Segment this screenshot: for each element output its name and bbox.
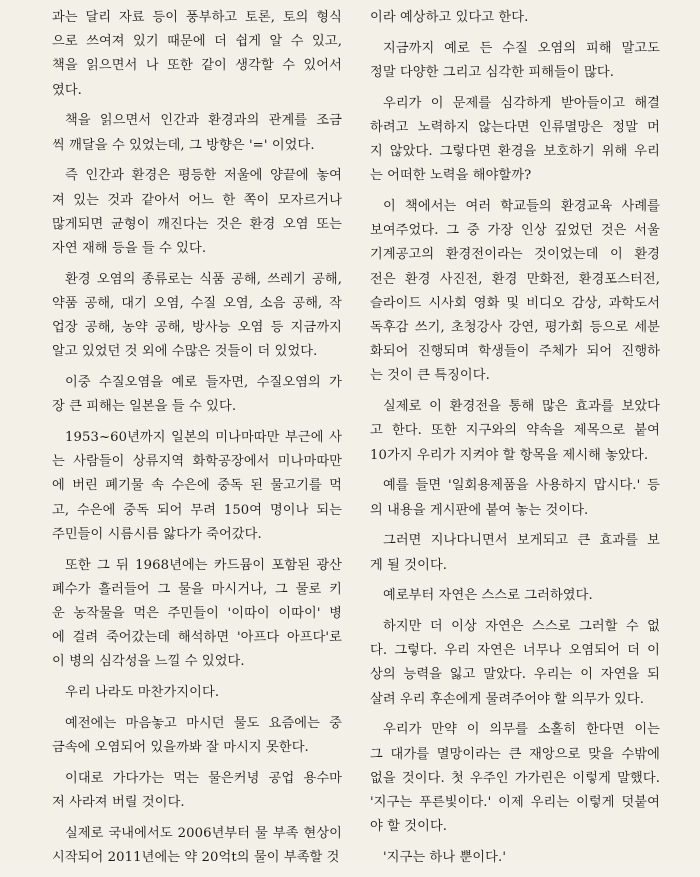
text-line: 으로 쓰여져 있기 때문에 더 쉽게 알 수 있고,: [52, 34, 342, 50]
paragraph: [370, 615, 660, 712]
paragraph: [52, 426, 342, 547]
text-line: 약품 공해, 대기 오염, 수질 오염, 소음 공해, 작: [52, 295, 342, 311]
text-line: 1953~60년까지 일본의 미나마따만 부근에 사: [65, 429, 342, 445]
paragraph: [52, 6, 342, 103]
text-line: 알고 있었던 것 외에 수많은 것들이 더 있었다.: [52, 344, 318, 360]
paragraph: [370, 718, 660, 839]
text-line: 야 할 것이다.: [370, 819, 448, 835]
text-line: 금속에 오염되어 있을까봐 잘 마시지 못한다.: [52, 740, 309, 755]
text-line: 보여주었다. 그 중 가장 인상 깊었던 것은 서울: [370, 223, 660, 239]
paragraph: [52, 164, 342, 261]
text-line: 상의 능력을 잃고 말았다. 우리는 이 자연을 되: [370, 667, 660, 683]
text-line: 이중 수질오염을 예로 들자면, 수질오염의 가: [65, 375, 342, 390]
text-line: 이라 예상하고 있다고 한다.: [370, 10, 529, 25]
text-line: 폐수가 흘러들어 그 물을 마시거나, 그 물로 키: [52, 581, 342, 597]
text-line: 전은 환경 사진전, 환경 만화전, 환경포스터전,: [370, 271, 660, 287]
paragraph: [52, 371, 342, 419]
paragraph: [370, 6, 660, 30]
text-line: 또한 그 뒤 1968년에는 카드뮴이 포함된 광산: [65, 557, 342, 573]
text-line: 화되어 진행되며 학생들이 주체가 되어 진행하: [370, 344, 660, 360]
text-line: 이 병의 심각성을 느낄 수 있었다.: [52, 654, 245, 670]
paragraph: [370, 395, 660, 468]
text-line: '지구는 푸른빛이다.' 이제 우리는 이렇게 덧붙여: [370, 794, 660, 810]
text-line: 씩 깨달을 수 있었는데, 그 방향은 '=' 이었다.: [52, 137, 315, 153]
text-line: 에 버린 폐기물 속 수은에 중독 된 물고기를 먹: [52, 478, 342, 494]
paragraph: [370, 195, 660, 389]
text-line: 이 책에서는 여러 학교들의 환경교육 사례를: [383, 199, 660, 215]
paragraph: [370, 37, 660, 85]
paragraph: [52, 109, 342, 157]
text-line: 실제로 국내에서도 2006년부터 물 부족 현상이: [65, 825, 342, 841]
text-line: 예전에는 마음놓고 마시던 물도 요즘에는 중: [65, 715, 342, 731]
text-line: 10가지 우리가 지켜야 할 항목을 제시해 놓았다.: [370, 447, 649, 463]
text-line: 우리가 만약 이 의무를 소홀히 한다면 이는: [383, 722, 660, 738]
text-line: 자연 재해 등을 들 수 있다.: [52, 240, 207, 256]
right-text-column: [370, 6, 660, 877]
paragraph: [52, 681, 342, 705]
paragraph: [52, 268, 342, 365]
paragraph: [52, 822, 342, 870]
paragraph: [52, 712, 342, 760]
text-line: 주민들이 시름시름 앓다가 죽어갔다.: [52, 526, 262, 542]
text-line: 에 걸려 죽어갔는데 해석하면 '아프다 아프다'로: [52, 630, 342, 646]
text-line: 였다.: [52, 82, 82, 98]
text-line: 게 될 것이다.: [370, 557, 448, 573]
text-line: 저 사라져 버릴 것이다.: [52, 794, 185, 810]
paragraph: [370, 474, 660, 522]
text-line: 정말 다양한 그리고 심각한 피해들이 많다.: [370, 64, 615, 80]
text-line: 업장 공해, 농약 공해, 방사능 오염 등 지금까지: [52, 320, 342, 336]
paragraph: [370, 846, 660, 870]
text-line: 하지만 더 이상 자연은 스스로 그러할 수 없: [383, 619, 660, 635]
text-line: 는 어떠한 노력을 해야할까?: [370, 168, 532, 184]
text-line: 책을 읽으면서 인간과 환경과의 관계를 조금: [65, 113, 342, 129]
paragraph: [370, 92, 660, 189]
paragraph: [52, 554, 342, 675]
text-line: 없을 것이다. 첫 우주인 가가린은 이렇게 말했다.: [370, 770, 660, 786]
text-line: 슬라이드 시사회 영화 및 비디오 감상, 과학도서: [370, 295, 660, 311]
left-text-column: [52, 6, 342, 877]
text-line: 운 농작물을 먹은 주민들이 '이따이 이따이' 병: [52, 605, 342, 621]
text-line: 독후감 쓰기, 초청강사 강연, 평가회 등으로 세분: [370, 320, 660, 336]
paragraph: [52, 767, 342, 815]
text-line: 하려고 노력하지 않는다면 인류멸망은 정말 머: [370, 119, 660, 135]
text-line: 고, 수은에 중독 되어 무려 150여 명이나 되는: [52, 502, 342, 518]
text-line: 다. 그렇다. 우리 자연은 너무나 오염되어 더 이: [370, 643, 660, 659]
text-line: '지구는 하나 뿐이다.': [383, 849, 507, 865]
text-line: 의 내용을 게시판에 붙여 놓는 것이다.: [370, 502, 589, 518]
text-line: 과는 달리 자료 등이 풍부하고 토론, 토의 형식: [52, 10, 342, 25]
text-line: 살려 우리 후손에게 물려주어야 할 의무가 있다.: [370, 691, 644, 707]
text-line: 실제로 이 환경전을 통해 많은 효과를 보았다: [383, 399, 660, 415]
text-line: 예를 들면 '일회용제품을 사용하지 맙시다.' 등: [383, 478, 660, 494]
text-line: 환경 오염의 종류로는 식품 공해, 쓰레기 공해,: [65, 271, 342, 287]
paragraph: [370, 529, 660, 577]
text-line: 는 사람들이 상류지역 화학공장에서 미나마따만: [52, 454, 342, 470]
text-line: 장 큰 피해는 일본을 들 수 있다.: [52, 399, 237, 415]
text-line: 그 대가를 멸망이라는 큰 재앙으로 맞을 수밖에: [370, 746, 660, 762]
text-line: 많게되면 균형이 깨진다는 것은 환경 오염 또는: [52, 216, 342, 232]
text-line: 는 것이 큰 특징이다.: [370, 368, 490, 384]
text-line: 우리가 이 문제를 심각하게 받아들이고 해결: [383, 95, 660, 111]
text-line: 예로부터 자연은 스스로 그러하였다.: [383, 588, 593, 604]
text-line: 기계공고의 환경전이라는 것이었는데 이 환경: [370, 247, 660, 263]
text-line: 지금까지 예로 든 수질 오염의 피해 말고도: [383, 40, 660, 56]
text-line: 이대로 가다가는 먹는 물은커녕 공업 용수마: [65, 770, 342, 786]
text-line: 지 않았다. 그렇다면 환경을 보호하기 위해 우리: [370, 144, 660, 160]
paragraph: [370, 584, 660, 608]
text-line: 그러면 지나다니면서 보게되고 큰 효과를 보: [383, 533, 660, 549]
text-line: 책을 읽으면서 나 또한 같이 생각할 수 있어서: [52, 58, 342, 74]
text-line: 우리 나라도 마찬가지이다.: [65, 685, 220, 701]
text-line: 즉 인간과 환경은 평등한 저울에 양끝에 놓여: [65, 168, 342, 184]
text-line: 고 한다. 또한 지구와의 약속을 제목으로 붙여: [370, 423, 660, 439]
text-line: 시작되어 2011년에는 약 20억t의 물이 부족할 것: [52, 849, 340, 865]
text-line: 져 있는 것과 같아서 어느 한 쪽이 모자르거나: [52, 192, 342, 208]
